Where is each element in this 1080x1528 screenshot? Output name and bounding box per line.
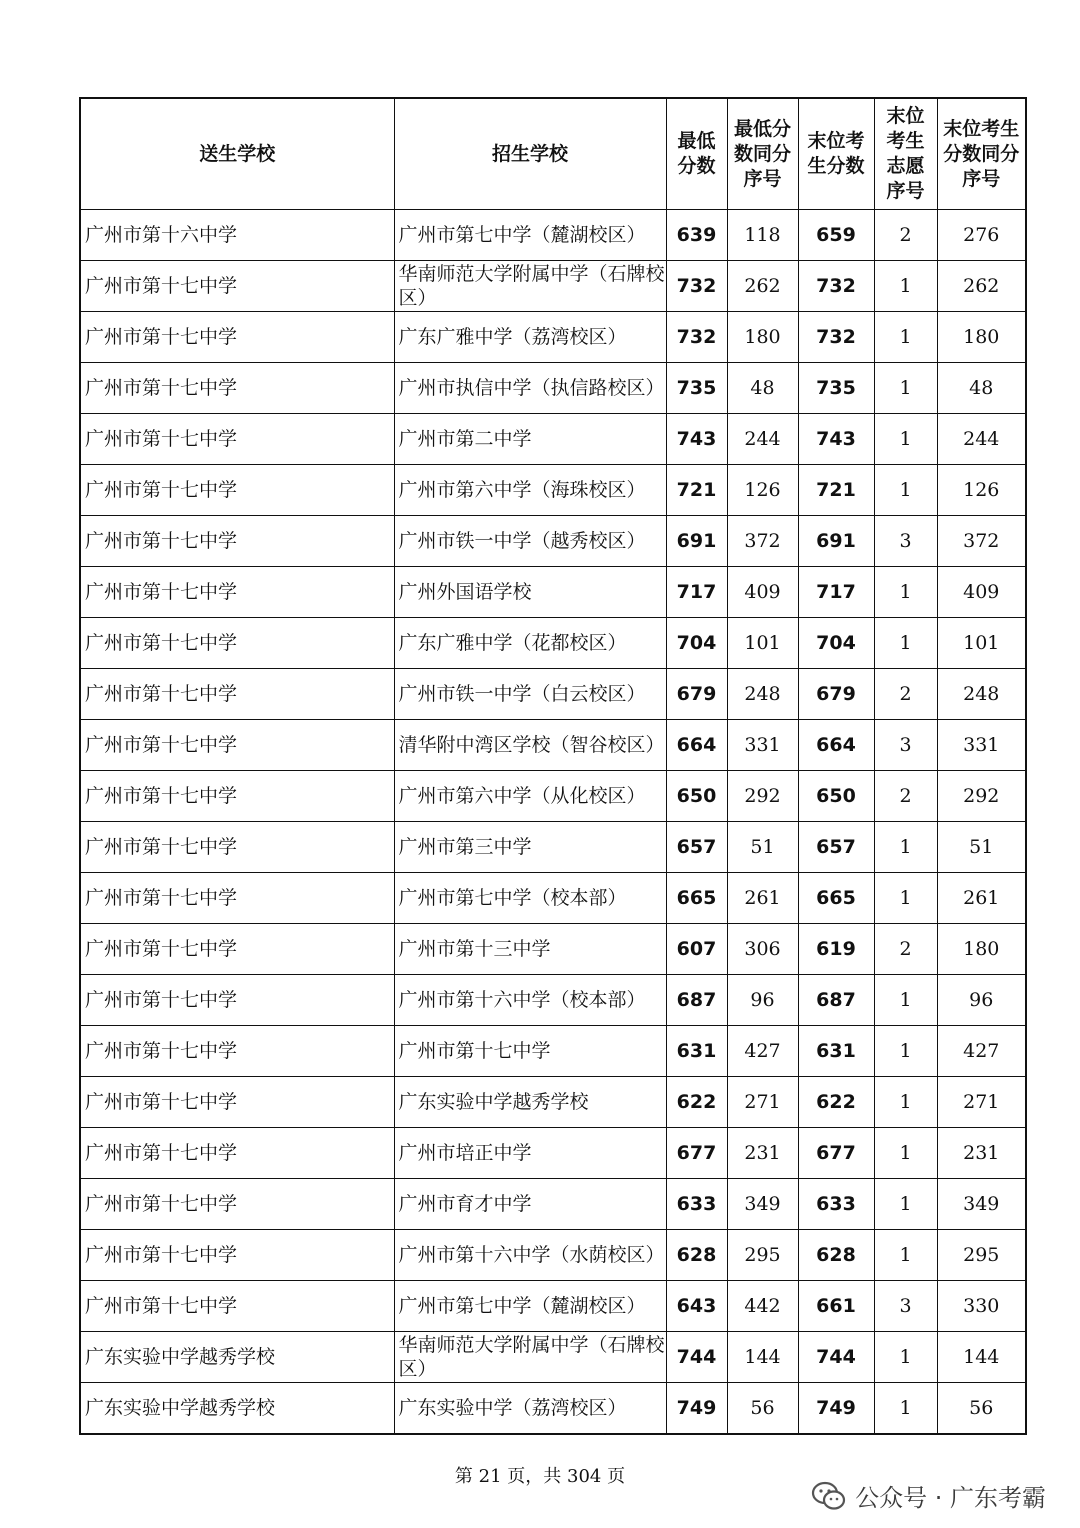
cell-last-score: 721	[798, 465, 874, 516]
cell-last-score-rank: 331	[937, 720, 1026, 771]
cell-min-score: 732	[666, 312, 727, 363]
cell-min-score-rank: 262	[727, 261, 798, 312]
cell-last-score: 661	[798, 1281, 874, 1332]
cell-last-choice-order: 3	[874, 1281, 937, 1332]
cell-last-choice-order: 1	[874, 1332, 937, 1383]
cell-sending-school: 广州市第十七中学	[80, 924, 394, 975]
cell-last-score: 749	[798, 1383, 874, 1435]
header-min-score: 最低分数	[666, 98, 727, 210]
cell-min-score: 732	[666, 261, 727, 312]
cell-last-score-rank: 244	[937, 414, 1026, 465]
cell-sending-school: 广州市第十七中学	[80, 873, 394, 924]
cell-admitting-school: 广州市第十六中学（校本部）	[394, 975, 666, 1026]
cell-min-score: 743	[666, 414, 727, 465]
cell-min-score: 677	[666, 1128, 727, 1179]
cell-min-score: 717	[666, 567, 727, 618]
cell-last-score: 619	[798, 924, 874, 975]
cell-min-score-rank: 231	[727, 1128, 798, 1179]
cell-last-choice-order: 3	[874, 516, 937, 567]
cell-last-choice-order: 1	[874, 567, 937, 618]
cell-sending-school: 广州市第十七中学	[80, 1179, 394, 1230]
cell-min-score: 704	[666, 618, 727, 669]
cell-min-score-rank: 295	[727, 1230, 798, 1281]
cell-min-score-rank: 48	[727, 363, 798, 414]
cell-last-score: 622	[798, 1077, 874, 1128]
cell-last-score: 664	[798, 720, 874, 771]
cell-last-score-rank: 144	[937, 1332, 1026, 1383]
table-row	[80, 771, 1026, 822]
cell-last-choice-order: 1	[874, 1230, 937, 1281]
cell-sending-school: 广州市第十六中学	[80, 210, 394, 261]
cell-min-score: 735	[666, 363, 727, 414]
cell-last-choice-order: 1	[874, 873, 937, 924]
cell-min-score-rank: 118	[727, 210, 798, 261]
cell-admitting-school: 广州市执信中学（执信路校区）	[394, 363, 666, 414]
cell-min-score-rank: 51	[727, 822, 798, 873]
cell-last-choice-order: 1	[874, 975, 937, 1026]
table-row	[80, 720, 1026, 771]
cell-last-choice-order: 1	[874, 1383, 937, 1435]
table-row	[80, 465, 1026, 516]
cell-admitting-school: 广州市第十六中学（水荫校区）	[394, 1230, 666, 1281]
cell-last-score: 657	[798, 822, 874, 873]
cell-sending-school: 广东实验中学越秀学校	[80, 1383, 394, 1435]
cell-last-score: 679	[798, 669, 874, 720]
cell-sending-school: 广州市第十七中学	[80, 1077, 394, 1128]
cell-last-score: 687	[798, 975, 874, 1026]
cell-admitting-school: 广州市铁一中学（越秀校区）	[394, 516, 666, 567]
table-row	[80, 1332, 1026, 1383]
cell-min-score-rank: 372	[727, 516, 798, 567]
cell-min-score-rank: 56	[727, 1383, 798, 1435]
cell-min-score-rank: 349	[727, 1179, 798, 1230]
cell-last-score-rank: 271	[937, 1077, 1026, 1128]
cell-min-score: 643	[666, 1281, 727, 1332]
header-last-score: 末位考生分数	[798, 98, 874, 210]
cell-last-choice-order: 1	[874, 261, 937, 312]
table-header-row	[80, 98, 1026, 210]
cell-sending-school: 广州市第十七中学	[80, 1128, 394, 1179]
score-table-sheet	[79, 97, 1025, 1435]
cell-last-score-rank: 292	[937, 771, 1026, 822]
table-row	[80, 1230, 1026, 1281]
cell-min-score-rank: 261	[727, 873, 798, 924]
cell-sending-school: 广州市第十七中学	[80, 975, 394, 1026]
watermark-text: 公众号 · 广东考霸	[855, 1484, 1046, 1512]
cell-sending-school: 广州市第十七中学	[80, 312, 394, 363]
cell-admitting-school: 清华附中湾区学校（智谷校区）	[394, 720, 666, 771]
cell-min-score-rank: 271	[727, 1077, 798, 1128]
cell-admitting-school: 广州市第二中学	[394, 414, 666, 465]
cell-sending-school: 广州市第十七中学	[80, 516, 394, 567]
cell-last-choice-order: 1	[874, 1026, 937, 1077]
cell-sending-school: 广州市第十七中学	[80, 1230, 394, 1281]
cell-sending-school: 广州市第十七中学	[80, 1281, 394, 1332]
cell-last-choice-order: 1	[874, 465, 937, 516]
cell-last-score-rank: 261	[937, 873, 1026, 924]
cell-last-score-rank: 51	[937, 822, 1026, 873]
cell-last-choice-order: 2	[874, 669, 937, 720]
cell-min-score: 691	[666, 516, 727, 567]
cell-min-score: 607	[666, 924, 727, 975]
cell-last-choice-order: 3	[874, 720, 937, 771]
cell-last-score: 650	[798, 771, 874, 822]
cell-last-choice-order: 2	[874, 924, 937, 975]
table-row	[80, 669, 1026, 720]
cell-last-score: 631	[798, 1026, 874, 1077]
cell-last-choice-order: 1	[874, 822, 937, 873]
cell-min-score: 679	[666, 669, 727, 720]
table-row	[80, 516, 1026, 567]
cell-sending-school: 广州市第十七中学	[80, 618, 394, 669]
table-row	[80, 1026, 1026, 1077]
header-min-score-rank: 最低分数同分序号	[727, 98, 798, 210]
table-row	[80, 1077, 1026, 1128]
cell-min-score-rank: 96	[727, 975, 798, 1026]
cell-last-score-rank: 349	[937, 1179, 1026, 1230]
cell-last-choice-order: 1	[874, 363, 937, 414]
cell-last-score: 691	[798, 516, 874, 567]
cell-last-choice-order: 1	[874, 414, 937, 465]
cell-last-score: 633	[798, 1179, 874, 1230]
cell-last-score-rank: 101	[937, 618, 1026, 669]
cell-min-score-rank: 409	[727, 567, 798, 618]
table-row	[80, 567, 1026, 618]
cell-last-choice-order: 2	[874, 771, 937, 822]
cell-admitting-school: 广州市第三中学	[394, 822, 666, 873]
cell-min-score-rank: 126	[727, 465, 798, 516]
table-row	[80, 924, 1026, 975]
cell-last-score-rank: 48	[937, 363, 1026, 414]
cell-last-score-rank: 262	[937, 261, 1026, 312]
cell-min-score: 687	[666, 975, 727, 1026]
cell-last-score-rank: 126	[937, 465, 1026, 516]
page-number: 第 21 页，共 304 页	[454, 1466, 626, 1487]
cell-min-score: 628	[666, 1230, 727, 1281]
cell-sending-school: 广州市第十七中学	[80, 465, 394, 516]
cell-min-score: 639	[666, 210, 727, 261]
cell-last-score: 743	[798, 414, 874, 465]
cell-last-choice-order: 1	[874, 312, 937, 363]
cell-admitting-school: 广东广雅中学（荔湾校区）	[394, 312, 666, 363]
cell-last-score: 659	[798, 210, 874, 261]
header-last-choice-order: 末位考生志愿序号	[874, 98, 937, 210]
cell-sending-school: 广州市第十七中学	[80, 669, 394, 720]
cell-last-score: 732	[798, 261, 874, 312]
cell-min-score: 721	[666, 465, 727, 516]
cell-sending-school: 广东实验中学越秀学校	[80, 1332, 394, 1383]
table-row	[80, 1128, 1026, 1179]
table-row	[80, 975, 1026, 1026]
cell-admitting-school: 华南师范大学附属中学（石牌校区）	[394, 1332, 666, 1383]
cell-admitting-school: 广州市第七中学（麓湖校区）	[394, 1281, 666, 1332]
table-row	[80, 1383, 1026, 1435]
cell-min-score: 657	[666, 822, 727, 873]
cell-last-score: 735	[798, 363, 874, 414]
cell-last-score: 628	[798, 1230, 874, 1281]
cell-last-choice-order: 1	[874, 618, 937, 669]
cell-min-score-rank: 144	[727, 1332, 798, 1383]
cell-admitting-school: 广东实验中学（荔湾校区）	[394, 1383, 666, 1435]
cell-last-score-rank: 248	[937, 669, 1026, 720]
cell-min-score: 631	[666, 1026, 727, 1077]
cell-last-score: 744	[798, 1332, 874, 1383]
cell-last-score-rank: 180	[937, 312, 1026, 363]
cell-min-score-rank: 292	[727, 771, 798, 822]
cell-min-score-rank: 180	[727, 312, 798, 363]
cell-admitting-school: 广东实验中学越秀学校	[394, 1077, 666, 1128]
cell-admitting-school: 广州市第十七中学	[394, 1026, 666, 1077]
cell-min-score: 650	[666, 771, 727, 822]
cell-admitting-school: 广州市第七中学（麓湖校区）	[394, 210, 666, 261]
cell-last-score-rank: 427	[937, 1026, 1026, 1077]
cell-admitting-school: 广东广雅中学（花都校区）	[394, 618, 666, 669]
cell-last-score-rank: 231	[937, 1128, 1026, 1179]
table-row	[80, 873, 1026, 924]
cell-last-score-rank: 330	[937, 1281, 1026, 1332]
admission-score-table	[79, 97, 1027, 1435]
cell-admitting-school: 广州市培正中学	[394, 1128, 666, 1179]
cell-sending-school: 广州市第十七中学	[80, 771, 394, 822]
cell-sending-school: 广州市第十七中学	[80, 720, 394, 771]
table-row	[80, 1281, 1026, 1332]
cell-last-choice-order: 1	[874, 1179, 937, 1230]
cell-min-score: 665	[666, 873, 727, 924]
cell-min-score: 664	[666, 720, 727, 771]
cell-last-score-rank: 180	[937, 924, 1026, 975]
cell-min-score-rank: 442	[727, 1281, 798, 1332]
cell-admitting-school: 广州市铁一中学（白云校区）	[394, 669, 666, 720]
table-row	[80, 414, 1026, 465]
cell-sending-school: 广州市第十七中学	[80, 363, 394, 414]
cell-min-score-rank: 244	[727, 414, 798, 465]
cell-last-choice-order: 2	[874, 210, 937, 261]
cell-last-choice-order: 1	[874, 1077, 937, 1128]
cell-last-score-rank: 372	[937, 516, 1026, 567]
cell-last-score: 732	[798, 312, 874, 363]
wechat-icon	[811, 1481, 847, 1511]
cell-min-score: 633	[666, 1179, 727, 1230]
cell-admitting-school: 广州市第六中学（海珠校区）	[394, 465, 666, 516]
cell-admitting-school: 广州市第六中学（从化校区）	[394, 771, 666, 822]
cell-sending-school: 广州市第十七中学	[80, 822, 394, 873]
header-last-score-rank: 末位考生分数同分序号	[937, 98, 1026, 210]
cell-last-score-rank: 276	[937, 210, 1026, 261]
cell-min-score: 622	[666, 1077, 727, 1128]
cell-sending-school: 广州市第十七中学	[80, 567, 394, 618]
table-row	[80, 822, 1026, 873]
table-row	[80, 363, 1026, 414]
cell-sending-school: 广州市第十七中学	[80, 261, 394, 312]
watermark	[811, 1478, 1046, 1513]
cell-admitting-school: 广州外国语学校	[394, 567, 666, 618]
table-row	[80, 261, 1026, 312]
cell-sending-school: 广州市第十七中学	[80, 414, 394, 465]
cell-min-score-rank: 306	[727, 924, 798, 975]
cell-min-score-rank: 427	[727, 1026, 798, 1077]
cell-min-score: 749	[666, 1383, 727, 1435]
table-row	[80, 210, 1026, 261]
cell-last-score-rank: 409	[937, 567, 1026, 618]
cell-min-score-rank: 248	[727, 669, 798, 720]
cell-admitting-school: 广州市第十三中学	[394, 924, 666, 975]
cell-min-score-rank: 331	[727, 720, 798, 771]
header-sending-school: 送生学校	[80, 98, 394, 210]
header-admitting-school: 招生学校	[394, 98, 666, 210]
cell-last-score-rank: 56	[937, 1383, 1026, 1435]
cell-last-score: 704	[798, 618, 874, 669]
cell-min-score: 744	[666, 1332, 727, 1383]
table-row	[80, 1179, 1026, 1230]
table-row	[80, 618, 1026, 669]
cell-last-score: 717	[798, 567, 874, 618]
cell-last-score-rank: 96	[937, 975, 1026, 1026]
table-row	[80, 312, 1026, 363]
cell-last-score: 677	[798, 1128, 874, 1179]
cell-min-score-rank: 101	[727, 618, 798, 669]
cell-admitting-school: 华南师范大学附属中学（石牌校区）	[394, 261, 666, 312]
cell-last-choice-order: 1	[874, 1128, 937, 1179]
cell-sending-school: 广州市第十七中学	[80, 1026, 394, 1077]
cell-last-score-rank: 295	[937, 1230, 1026, 1281]
cell-last-score: 665	[798, 873, 874, 924]
cell-admitting-school: 广州市第七中学（校本部）	[394, 873, 666, 924]
cell-admitting-school: 广州市育才中学	[394, 1179, 666, 1230]
